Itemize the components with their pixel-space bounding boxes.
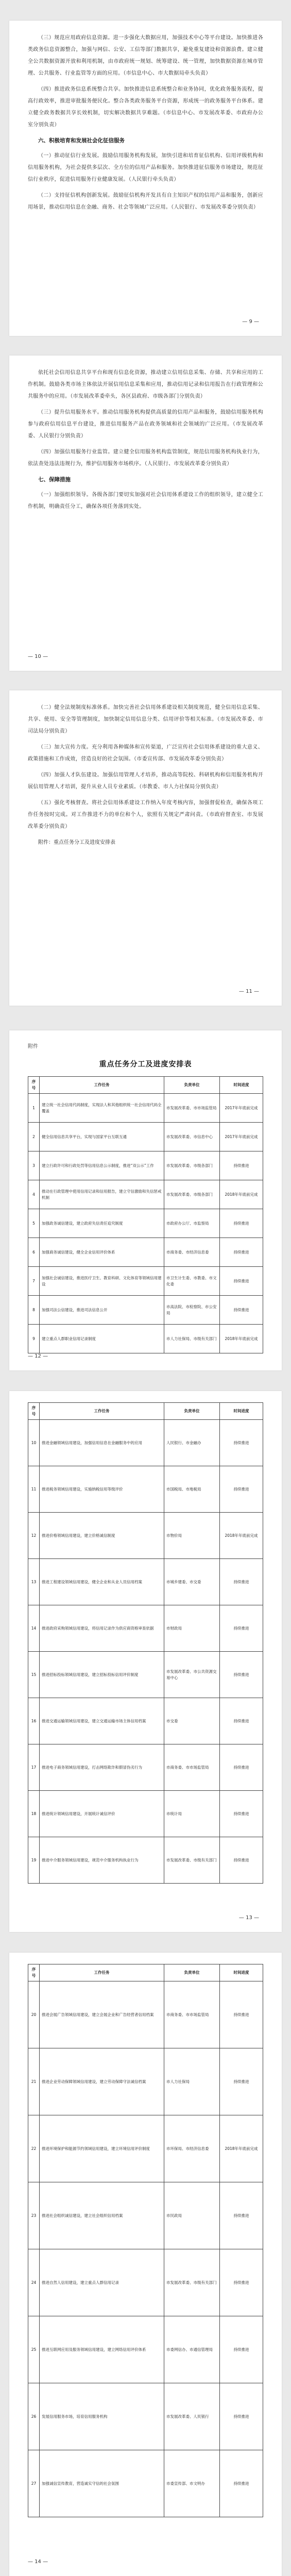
table-row <box>28 1209 263 1238</box>
schedule-cell: 持续推进 <box>220 1605 263 1652</box>
annex-title: 重点任务分工及进度安排表 <box>99 1060 192 1069</box>
row-number-cell: 18 <box>28 1791 40 1837</box>
paragraph: 依托社会信用信息共享平台和现有信息化资源，推动建立信用信息采集、存储、共享和应用的工作机制。鼓励各类市场主体依法开展信用信息采集和应用，推动信用记录和信用报告在行政管理和公共服务中的应用。（市发展改革委牵头，各区县政府、市级各部门分别负责） <box>28 370 263 399</box>
row-number-cell: 13 <box>28 1559 40 1605</box>
responsible-unit-cell: 市发展改革委、人民银行 <box>164 2383 220 2450</box>
table-header-row <box>28 1403 263 1420</box>
paragraph: （五）强化考核督查。将社会信用体系建设工作纳入年度考核内容，加强督促检查，确保各项工作任务按时完成。对工作推进不力的单位和个人，依照有关规定严肃问责。（市政府督查室、市发展改革委分别负责） <box>28 800 263 829</box>
responsible-unit-cell: 市交委 <box>164 1698 220 1744</box>
table-body <box>28 1420 263 1884</box>
table-row <box>28 1267 263 1296</box>
row-number-cell: 5 <box>28 1209 40 1238</box>
task-cell: 推进税务领域信用建设，实施纳税信用等级评价 <box>40 1466 164 1513</box>
task-cell: 加强司法公信建设，推进司法信息公开 <box>40 1296 164 1325</box>
paragraph: （二）支持征信机构创新发展。鼓励征信机构开发具有自主知识产权的信用产品和服务，创新应用场景，推动信用信息在金融、商务、社会等领域广泛应用。（人民银行、市发展改革委分别负责） <box>28 193 263 210</box>
paragraph: （一）推动征信行业发展。鼓励信用服务机构发展，加快引进和培育征信机构、信用评级机构和信用服务机构，为社会提供多层次、全方位的信用产品和服务。加快推进征信服务市场建设，规范征信行业秩序，促进信用服务行业健康发展。（人民银行牵头负责） <box>28 153 263 182</box>
page-number: — 9 — <box>242 319 259 325</box>
table-row <box>28 2316 263 2383</box>
table-row <box>28 2115 263 2182</box>
table-row <box>28 2048 263 2115</box>
row-number-cell: 4 <box>28 1180 40 1209</box>
task-cell: 建立统一社会信用代码制度，实现法人和其他组织统一社会信用代码全覆盖 <box>40 1094 164 1123</box>
row-number-cell: 8 <box>28 1296 40 1325</box>
table-row <box>28 1837 263 1884</box>
responsible-unit-cell: 市发展改革委、市级各部门 <box>164 1180 220 1209</box>
task-cell: 推进统计领域信用建设，开展统计诚信评价 <box>40 1791 164 1837</box>
task-cell: 建立行政许可和行政处罚等信用信息公示制度，推进“双公示”工作 <box>40 1151 164 1180</box>
task-table <box>28 1964 263 2517</box>
schedule-cell: 持续推进 <box>220 2450 263 2517</box>
header-cell: 序号 <box>28 1077 40 1094</box>
task-table <box>28 1076 263 1353</box>
responsible-unit-cell: 市发展改革委、市级各部门 <box>164 1151 220 1180</box>
schedule-cell: 持续推进 <box>220 1837 263 1884</box>
schedule-cell: 持续推进 <box>220 1652 263 1698</box>
table-row <box>28 2450 263 2517</box>
responsible-unit-cell: 人民银行、市金融办 <box>164 1420 220 1466</box>
document-page-annex-2 <box>9 1391 282 1932</box>
row-number-cell: 25 <box>28 2316 40 2383</box>
responsible-unit-cell: 市发展改革委、市级有关部门 <box>164 2249 220 2316</box>
paragraph: （三）提升信用服务水平。推动信用服务机构提供高质量的信用产品和服务，鼓励信用服务机构参与政府信用信息平台建设，推进信用服务产品在政务领域和社会领域的广泛应用。（市发展改革委、人民银行分别负责） <box>28 410 263 439</box>
task-cell: 推进会展广告领域信用建设，建立会展企业和广告经营者信用档案 <box>40 1981 164 2048</box>
schedule-cell: 2017年年底前完成 <box>220 1094 263 1123</box>
row-number-cell: 22 <box>28 2115 40 2182</box>
table-row <box>28 2383 263 2450</box>
table-row <box>28 1238 263 1267</box>
schedule-cell: 持续推进 <box>220 2249 263 2316</box>
responsible-unit-cell: 市民政局 <box>164 2182 220 2249</box>
schedule-cell: 持续推进 <box>220 1238 263 1267</box>
row-number-cell: 27 <box>28 2450 40 2517</box>
table-row <box>28 1151 263 1180</box>
table-row <box>28 1123 263 1151</box>
task-cell: 加强诚信宣传教育，营造诚实守信的社会氛围 <box>40 2450 164 2517</box>
table-row <box>28 1513 263 1559</box>
responsible-unit-cell: 市发展改革委、市信息中心 <box>164 1123 220 1151</box>
table-header-row <box>28 1077 263 1094</box>
paragraph: （四）推进政务信息系统整合共享。加快推进信息系统整合和业务协同，优化政务服务流程，提高行政效率，推进审批服务便民化。整合各类政务服务平台资源，形成统一的政务服务平台体系。建立健全政务数据共享长效机制，切实解决数据共享难题。（市信息中心、市发展改革委、市政府办公室分别负责） <box>28 87 263 128</box>
responsible-unit-cell: 市商务委、市市场监管局 <box>164 1981 220 2048</box>
header-cell: 工作任务 <box>40 1403 164 1420</box>
schedule-cell: 2017年年底前完成 <box>220 1123 263 1151</box>
schedule-cell: 持续推进 <box>220 1296 263 1325</box>
header-cell: 工作任务 <box>40 1077 164 1094</box>
page-number: — 14 — <box>28 2559 48 2565</box>
task-cell: 推进电子商务领域信用建设，打击网络欺诈和假冒伪劣行为 <box>40 1744 164 1791</box>
header-cell: 序号 <box>28 1403 40 1420</box>
schedule-cell: 持续推进 <box>220 1559 263 1605</box>
table-row <box>28 1652 263 1698</box>
row-number-cell: 15 <box>28 1652 40 1698</box>
section-heading: 六、积极培育和发展社会化征信服务 <box>38 138 125 144</box>
table-row <box>28 1698 263 1744</box>
schedule-cell: 持续推进 <box>220 1151 263 1180</box>
page-number: — 10 — <box>28 654 48 659</box>
row-number-cell: 23 <box>28 2182 40 2249</box>
header-cell: 工作任务 <box>40 1964 164 1981</box>
table-row <box>28 1791 263 1837</box>
responsible-unit-cell: 市高法院、市检察院、市公安局 <box>164 1296 220 1325</box>
header-cell: 负责单位 <box>164 1964 220 1981</box>
task-cell: 推进自然人信用建设，建立重点人群信用记录 <box>40 2249 164 2316</box>
paragraph: （三）规范应用政府信息资源。进一步强化大数据应用，加强技术中心等平台建设。加快推进各类政务信息资源整合，加强与网信、公安、工信等部门数据共享，避免重复建设和资源浪费。建立健全公共数据资源开放和利用机制，由市政府统一规划、统筹建设、统一管理，加快数据资源在城市管理、公共服务、行业监管等方面的应用。（市信息中心、市大数据局牵头负责） <box>28 35 263 76</box>
task-cell: 加强政务诚信建设，建立政府失信责任追究制度 <box>40 1209 164 1238</box>
header-cell: 时间进度 <box>220 1403 263 1420</box>
responsible-unit-cell: 市政府办公厅、市监察局 <box>164 1209 220 1238</box>
responsible-unit-cell: 市财政局 <box>164 1605 220 1652</box>
header-cell: 负责单位 <box>164 1403 220 1420</box>
row-number-cell: 10 <box>28 1420 40 1466</box>
table-row <box>28 1094 263 1123</box>
schedule-cell: 2018年年底前完成 <box>220 1180 263 1209</box>
document-page-annex-3 <box>9 1953 282 2576</box>
table-row <box>28 1605 263 1652</box>
responsible-unit-cell: 市发展改革委、市公共资源交易中心 <box>164 1652 220 1698</box>
schedule-cell: 持续推进 <box>220 2383 263 2450</box>
header-cell: 序号 <box>28 1964 40 1981</box>
row-number-cell: 6 <box>28 1238 40 1267</box>
task-cell: 推进企业劳动保障领域信用建设，建立劳动保障守法诚信档案 <box>40 2048 164 2115</box>
row-number-cell: 11 <box>28 1466 40 1513</box>
table-row <box>28 1466 263 1513</box>
row-number-cell: 2 <box>28 1123 40 1151</box>
table-row <box>28 1420 263 1466</box>
page-number: — 13 — <box>238 1915 259 1921</box>
row-number-cell: 17 <box>28 1744 40 1791</box>
schedule-cell: 持续推进 <box>220 1209 263 1238</box>
table-row <box>28 1296 263 1325</box>
schedule-cell: 2018年年底前完成 <box>220 1513 263 1559</box>
schedule-cell: 持续推进 <box>220 1420 263 1466</box>
table-row <box>28 1559 263 1605</box>
paragraph: （三）加大宣传力度。充分利用各种媒体和宣传渠道，广泛宣传社会信用体系建设的重大意义、政策措施和工作成效，营造良好的社会氛围。（市委宣传部、市发展改革委分别负责） <box>28 744 263 762</box>
table-row <box>28 1981 263 2048</box>
schedule-cell: 持续推进 <box>220 1698 263 1744</box>
task-cell: 推动在行政管理中使用信用记录和信用报告，建立守信激励和失信惩戒机制 <box>40 1180 164 1209</box>
row-number-cell: 3 <box>28 1151 40 1180</box>
page-number: — 12 — <box>28 1353 48 1359</box>
schedule-cell: 持续推进 <box>220 1981 263 2048</box>
task-table <box>28 1402 263 1884</box>
schedule-cell: 持续推进 <box>220 1267 263 1296</box>
document-page-3 <box>9 690 282 1006</box>
responsible-unit-cell: 市物价局 <box>164 1513 220 1559</box>
schedule-cell: 2018年年底前完成 <box>220 2115 263 2182</box>
paragraph: （一）加强组织领导。各级各部门要切实加强对社会信用体系建设工作的组织领导，建立健全工作机制，明确责任分工，确保各项任务落到实处。 <box>28 492 263 510</box>
task-cell: 推进交通运输领域信用建设，建立交通运输市场主体信用档案 <box>40 1698 164 1744</box>
responsible-unit-cell: 市商务委、市经济信息委 <box>164 1238 220 1267</box>
task-cell: 推进价格领域信用建设，建立价格诚信制度 <box>40 1513 164 1559</box>
task-cell: 健全信用信息共享平台，实现与国家平台互联互通 <box>40 1123 164 1151</box>
responsible-unit-cell: 市委网信办、市通信管理局 <box>164 2316 220 2383</box>
responsible-unit-cell: 市卫生计生委、市教委、市文化委 <box>164 1267 220 1296</box>
annex-label: 附件 <box>28 1044 38 1049</box>
schedule-cell: 持续推进 <box>220 1791 263 1837</box>
responsible-unit-cell: 市城乡建委、市交委 <box>164 1559 220 1605</box>
row-number-cell: 7 <box>28 1267 40 1296</box>
document-page-1 <box>9 21 282 336</box>
responsible-unit-cell: 市国税局、市地税局 <box>164 1466 220 1513</box>
row-number-cell: 1 <box>28 1094 40 1123</box>
table-header-row <box>28 1964 263 1981</box>
paragraph: （四）加强人才队伍建设。加强信用管理人才培养，推动高等院校、科研机构和信用服务机构开展信用管理人才培训，提升从业人员专业素质。（市教委、市人力社保局分别负责） <box>28 772 263 790</box>
responsible-unit-cell: 市统计局 <box>164 1791 220 1837</box>
header-cell: 时间进度 <box>220 1077 263 1094</box>
responsible-unit-cell: 市商务委、市市场监管局 <box>164 1744 220 1791</box>
table-row <box>28 2182 263 2249</box>
responsible-unit-cell: 市发展改革委、市市场监管局 <box>164 1094 220 1123</box>
page-number: — 11 — <box>238 989 259 994</box>
task-cell: 加强商务诚信建设，健全企业信用评价体系 <box>40 1238 164 1267</box>
document-page-annex-1 <box>9 1030 282 1370</box>
responsible-unit-cell: 市发展改革委、市级有关部门 <box>164 1837 220 1884</box>
header-cell: 时间进度 <box>220 1964 263 1981</box>
row-number-cell: 21 <box>28 2048 40 2115</box>
row-number-cell: 16 <box>28 1698 40 1744</box>
row-number-cell: 26 <box>28 2383 40 2450</box>
row-number-cell: 14 <box>28 1605 40 1652</box>
row-number-cell: 12 <box>28 1513 40 1559</box>
responsible-unit-cell: 市人力社保局 <box>164 2048 220 2115</box>
section-heading: 七、保障措施 <box>38 477 71 483</box>
schedule-cell: 2018年年底前完成 <box>220 1325 263 1353</box>
table-row <box>28 1325 263 1353</box>
paragraph: （二）健全法规制度标准体系。加快完善社会信用体系建设相关制度规范，健全信用信息采集、共享、使用、安全等管理制度，加快制定信用信息分类、信用评价等相关标准。（市发展改革委、市司法局分别负责） <box>28 705 263 734</box>
schedule-cell: 持续推进 <box>220 1744 263 1791</box>
schedule-cell: 持续推进 <box>220 2182 263 2249</box>
row-number-cell: 20 <box>28 1981 40 2048</box>
schedule-cell: 持续推进 <box>220 2316 263 2383</box>
paragraph: （四）加强信用服务行业监管。建立健全信用服务机构监管制度，规范信用服务机构执业行为，依法查处违法违规行为，维护信用服务市场秩序。（人民银行、市发展改革委分别负责） <box>28 449 263 467</box>
schedule-cell: 持续推进 <box>220 1466 263 1513</box>
schedule-cell: 持续推进 <box>220 2048 263 2115</box>
table-body <box>28 1094 263 1353</box>
task-cell: 推进社会组织诚信建设，建立社会组织信用档案 <box>40 2182 164 2249</box>
header-cell: 负责单位 <box>164 1077 220 1094</box>
row-number-cell: 24 <box>28 2249 40 2316</box>
row-number-cell: 19 <box>28 1837 40 1884</box>
task-cell: 推进环境保护和能源节约领域信用建设，建立环境信用评价制度 <box>40 2115 164 2182</box>
table-body <box>28 1981 263 2517</box>
task-cell: 推进中介服务领域信用建设，规范中介服务机构执业行为 <box>40 1837 164 1884</box>
task-cell: 推进招标投标领域信用建设，建立招标投标信用评价制度 <box>40 1652 164 1698</box>
table-row <box>28 1744 263 1791</box>
responsible-unit-cell: 市委宣传部、市文明办 <box>164 2450 220 2517</box>
table-row <box>28 2249 263 2316</box>
attachment-note: 附件：重点任务分工及进度安排表 <box>38 840 115 845</box>
responsible-unit-cell: 市人力社保局、市级有关部门 <box>164 1325 220 1353</box>
table-row <box>28 1180 263 1209</box>
responsible-unit-cell: 市环保局、市经济信息委 <box>164 2115 220 2182</box>
task-cell: 推进互联网应用及服务领域信用建设，建立网络信用评价体系 <box>40 2316 164 2383</box>
task-cell: 推进政府采购领域信用建设，将信用记录作为供应商资格审查依据 <box>40 1605 164 1652</box>
task-cell: 发展信用服务市场，培育信用服务机构 <box>40 2383 164 2450</box>
document-page-2 <box>9 355 282 671</box>
task-cell: 加强社会诚信建设，推进医疗卫生、教育科研、文化体育等领域信用建设 <box>40 1267 164 1296</box>
task-cell: 建立重点人群职业信用记录制度 <box>40 1325 164 1353</box>
row-number-cell: 9 <box>28 1325 40 1353</box>
task-cell: 推进金融领域信用建设，加强信用信息在金融服务中的应用 <box>40 1420 164 1466</box>
task-cell: 推进工程建设领域信用建设，健全企业和从业人员信用档案 <box>40 1559 164 1605</box>
